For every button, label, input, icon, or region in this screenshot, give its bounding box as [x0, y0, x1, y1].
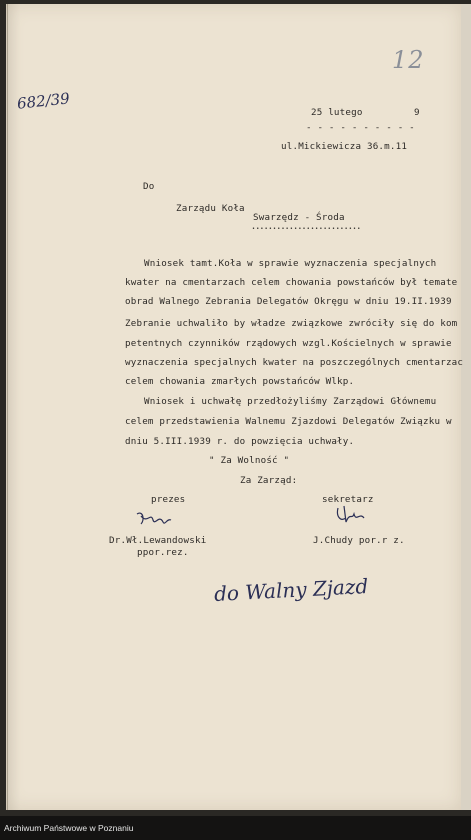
archive-footer-label: Archiwum Państwowe w Poznaniu — [4, 823, 134, 833]
signature-scribble-right — [334, 502, 368, 528]
body-line-9: celem przedstawienia Walnemu Zjazdowi Delegatów Związku w — [125, 416, 452, 427]
recipient-name: Zarządu Koła — [176, 203, 245, 214]
body-line-8: Wniosek i uchwałę przedłożyliśmy Zarządowi Głównemu — [144, 396, 437, 407]
signature-scribble-left — [133, 506, 173, 532]
letter-date: 25 lutego — [311, 107, 363, 118]
body-line-10: dniu 5.III.1939 r. do powzięcia uchwały. — [125, 436, 355, 447]
handwritten-note: do Walny Zjazd — [213, 573, 369, 607]
signature-left-rank: ppor.rez. — [137, 547, 189, 558]
letter-year-digit: 9 — [414, 107, 420, 118]
closing-motto: " Za Wolność " — [209, 455, 290, 466]
body-line-4: Zebranie uchwaliło by władze związkowe zwróciły się do kom — [125, 318, 458, 329]
signature-right-name: J.Chudy por.r z. — [313, 535, 405, 546]
archive-footer-bar — [0, 816, 471, 840]
header-dashes: - - - - - - - - - - — [306, 122, 415, 133]
body-line-5: petentnych czynników rządowych wzgl.Kościelnych w sprawie — [125, 338, 452, 349]
signature-left-name: Dr.Wł.Lewandowski — [109, 535, 207, 546]
signature-right-title: sekretarz — [322, 494, 374, 505]
recipient-underline: •••••••••••••••••••••••••• — [252, 226, 362, 232]
recipient-prefix: Do — [143, 181, 155, 192]
page-edge — [461, 4, 471, 810]
sender-address: ul.Mickiewicza 36.m.11 — [281, 141, 408, 152]
body-line-2: kwater na cmentarzach celem chowania powstańców był temate — [125, 277, 458, 288]
margin-reference: 682/39 — [16, 89, 71, 113]
body-line-3: obrad Walnego Zebrania Delegatów Okręgu w dniu 19.II.1939 — [125, 296, 452, 307]
recipient-place: Swarzędz - Środa — [253, 212, 345, 223]
body-line-7: celem chowania zmarłych powstańców Wlkp. — [125, 376, 355, 387]
body-line-1: Wniosek tamt.Koła w sprawie wyznaczenia specjalnych — [144, 258, 437, 269]
signature-left-title: prezes — [151, 494, 186, 505]
page-fold-line — [7, 4, 8, 810]
closing-board: Za Zarząd: — [240, 475, 298, 486]
body-line-6: wyznaczenia specjalnych kwater na poszczególnych cmentarzac — [125, 357, 464, 368]
page-number: 12 — [392, 46, 425, 74]
